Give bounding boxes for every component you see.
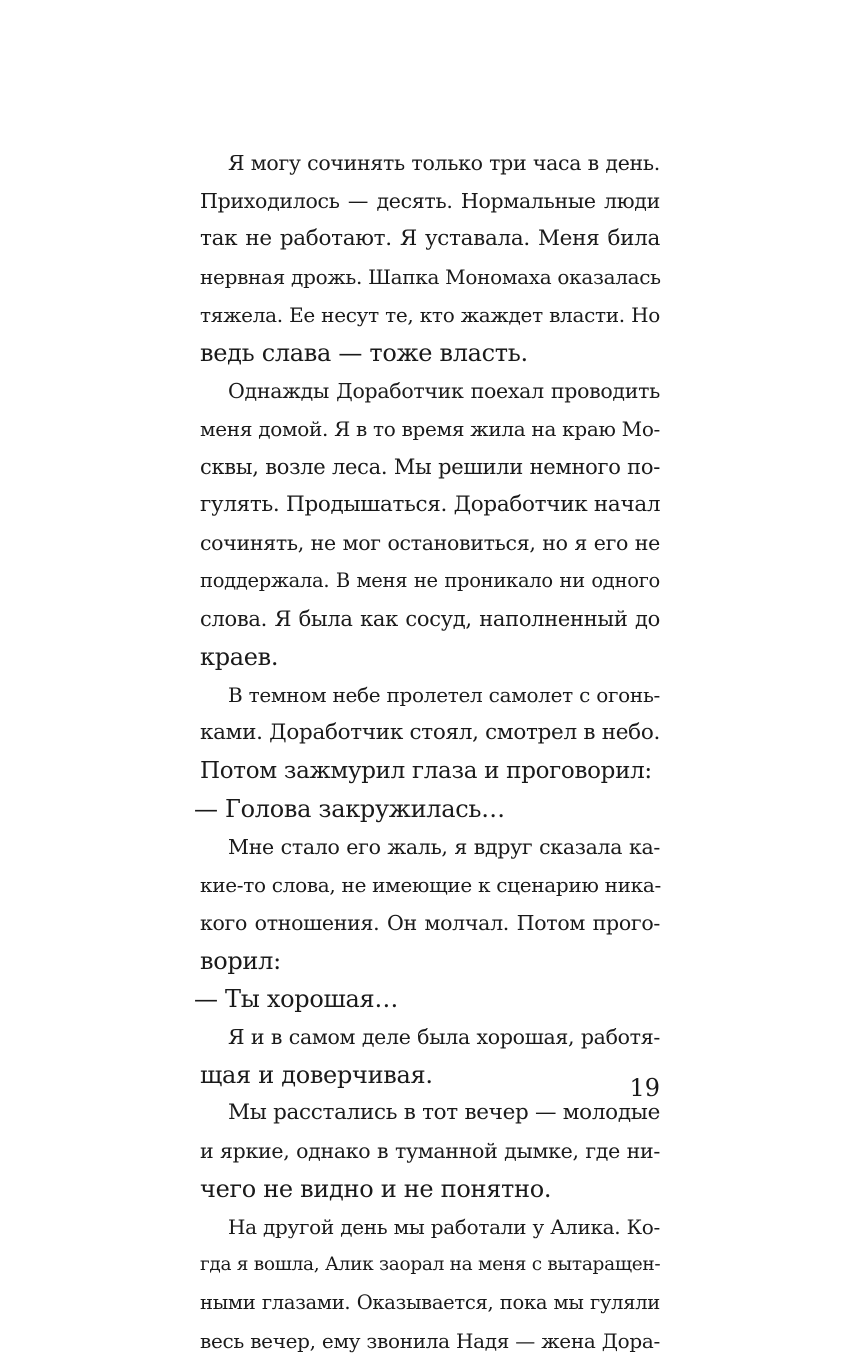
text-line: щая и доверчивая. <box>200 1061 433 1089</box>
text-line: Приходилось — десять. Нормальные люди <box>200 189 660 213</box>
text-line: чего не видно и не понятно. <box>200 1175 552 1203</box>
text-line: нервная дрожь. Шапка Мономаха оказалась <box>200 265 661 289</box>
text-line: ведь слава — тоже власть. <box>200 339 528 367</box>
text-line: Мы расстались в тот вечер — молодые <box>228 1100 660 1125</box>
text-line: и яркие, однако в туманной дымке, где ни- <box>200 1139 660 1163</box>
text-line: ными глазами. Оказывается, пока мы гуляли <box>200 1291 660 1314</box>
text-line: гда я вошла, Алик заорал на меня с вытаращен- <box>200 1254 661 1275</box>
text-line: поддержала. В меня не проникало ни одного <box>200 569 660 592</box>
text-line: На другой день мы работали у Алика. Ко- <box>228 1215 660 1239</box>
text-line: кие-то слова, не имеющие к сценарию ника- <box>200 873 661 897</box>
dialogue-line: — Голова закружилась… <box>194 795 505 823</box>
text-line: слова. Я была как сосуд, наполненный до <box>200 607 660 631</box>
text-line: Мне стало его жаль, я вдруг сказала ка- <box>228 835 660 859</box>
dialogue-line: — Ты хорошая… <box>194 985 399 1013</box>
text-line: весь вечер, ему звонила Надя — жена Дора- <box>200 1329 660 1353</box>
text-line: ворил: <box>200 947 281 975</box>
text-line: гулять. Продышаться. Доработчик начал <box>200 492 661 517</box>
text-line: тяжела. Ее несут те, кто жаждет власти. Но <box>200 303 660 327</box>
text-line: Потом зажмурил глаза и проговорил: <box>200 758 652 784</box>
text-line: Я могу сочинять только три часа в день. <box>228 151 660 175</box>
text-line: сквы, возле леса. Мы решили немного по- <box>200 455 660 479</box>
page-number: 19 <box>629 1074 660 1102</box>
text-line: кого отношения. Он молчал. Потом прого- <box>200 911 660 935</box>
text-line: ками. Доработчик стоял, смотрел в небо. <box>200 720 660 745</box>
text-line: краев. <box>200 643 279 671</box>
text-line: сочинять, не мог остановиться, но я его не <box>200 531 660 555</box>
text-line: меня домой. Я в то время жила на краю Мо- <box>200 417 661 441</box>
text-line: так не работают. Я уставала. Меня била <box>200 226 660 251</box>
text-line: Я и в самом деле была хорошая, работя- <box>228 1025 660 1049</box>
text-line: Однажды Доработчик поехал проводить <box>228 379 660 403</box>
text-line: В темном небе пролетел самолет с огонь- <box>228 683 660 707</box>
